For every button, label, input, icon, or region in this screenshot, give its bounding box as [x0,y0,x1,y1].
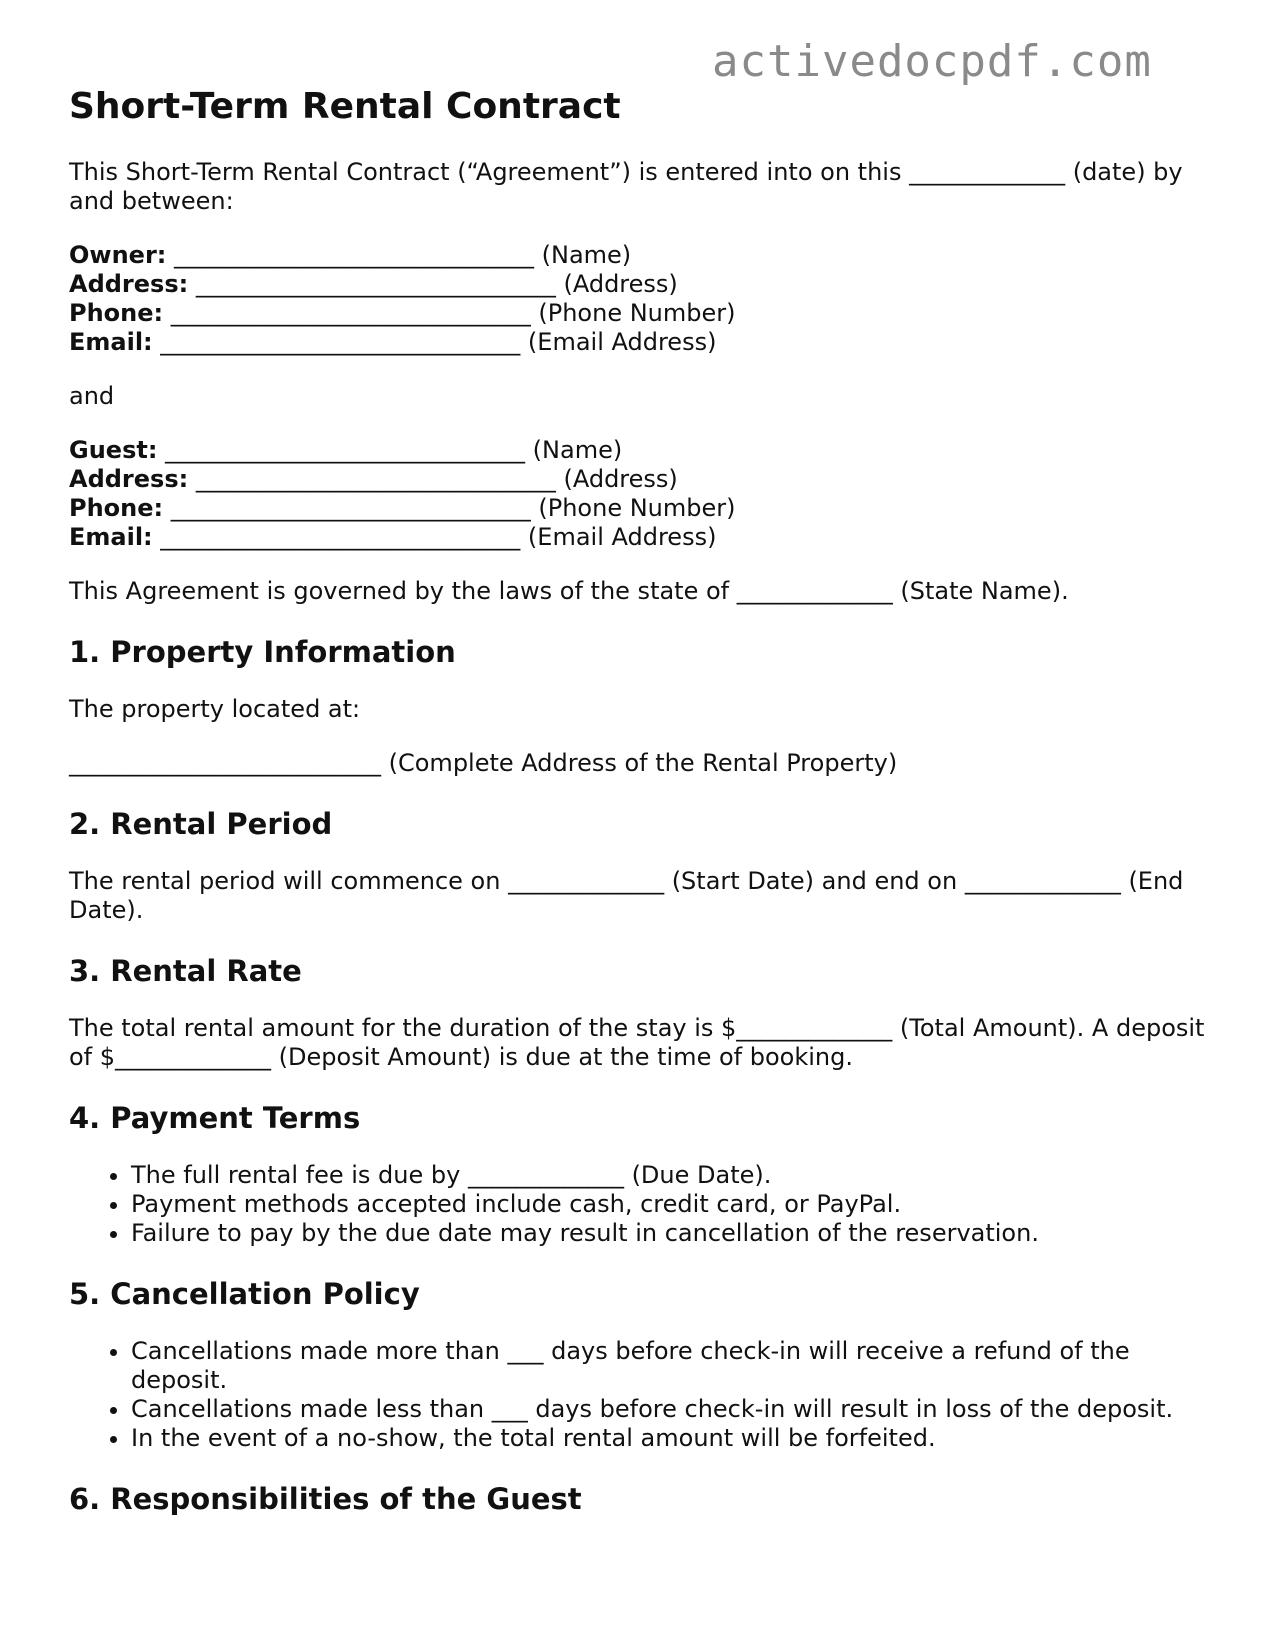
cancellation-policy-list [69,1337,1209,1453]
field-label: Email: [69,328,153,356]
list-item: • The full rental fee is due by _____________ (Due Date). [131,1161,1209,1190]
field-label: Owner: [69,241,167,269]
period-text: The rental period will commence on _____________ (Start Date) and end on _____________ (End Date). [69,867,1184,924]
owner-address-line [69,270,1209,299]
owner-name-line [69,241,1209,270]
property-address-line: __________________________ (Complete Address of the Rental Property) [69,749,898,777]
field-blank: ______________________________ (Phone Number) [163,299,736,327]
field-blank: ______________________________ (Name) [166,241,632,269]
guest-block [69,436,1209,552]
watermark: activedocpdf.com [712,36,1152,87]
section-heading-rate: 3. Rental Rate [69,954,302,988]
rate-text: The total rental amount for the duration of the stay is $_____________ (Total Amount). A deposit of $_____________ (Deposit Amount) is due at the time of booking. [69,1014,1205,1071]
list-item: • In the event of a no-show, the total rental amount will be forfeited. [131,1424,1209,1453]
field-blank: ______________________________ (Address) [188,465,678,493]
guest-phone-line [69,494,1209,523]
owner-phone-line [69,299,1209,328]
field-label: Phone: [69,494,164,522]
section-heading-responsibilities: 6. Responsibilities of the Guest [69,1482,582,1516]
field-blank: ______________________________ (Email Address) [152,328,717,356]
field-blank: ______________________________ (Name) [157,436,623,464]
list-item: • Payment methods accepted include cash, credit card, or PayPal. [131,1190,1209,1219]
guest-address-line [69,465,1209,494]
governing-law-paragraph: This Agreement is governed by the laws of the state of _____________ (State Name). [69,577,1069,605]
guest-email-line [69,523,1209,552]
property-text: The property located at: [69,695,361,723]
section-heading-period: 2. Rental Period [69,807,333,841]
intro-paragraph: This Short-Term Rental Contract (“Agreement”) is entered into on this _____________ (date) by and between: [69,158,1183,215]
section-heading-cancellation: 5. Cancellation Policy [69,1277,420,1311]
owner-block [69,241,1209,357]
field-label: Address: [69,465,189,493]
list-item: • Cancellations made less than ___ days before check-in will result in loss of the deposit. [131,1395,1209,1424]
page-title: Short-Term Rental Contract [69,86,621,127]
field-blank: ______________________________ (Address) [188,270,678,298]
guest-name-line [69,436,1209,465]
field-label: Address: [69,270,189,298]
field-blank: ______________________________ (Phone Number) [163,494,736,522]
field-label: Phone: [69,299,164,327]
list-item: • Failure to pay by the due date may result in cancellation of the reservation. [131,1219,1209,1248]
and-text: and [69,382,115,410]
field-blank: ______________________________ (Email Address) [152,523,717,551]
section-heading-payment: 4. Payment Terms [69,1101,361,1135]
document-page [69,85,1209,1542]
list-item: • Cancellations made more than ___ days before check-in will receive a refund of the deposit. [131,1337,1209,1395]
field-label: Guest: [69,436,158,464]
owner-email-line [69,328,1209,357]
field-label: Email: [69,523,153,551]
section-heading-property: 1. Property Information [69,635,456,669]
payment-terms-list [69,1161,1209,1248]
